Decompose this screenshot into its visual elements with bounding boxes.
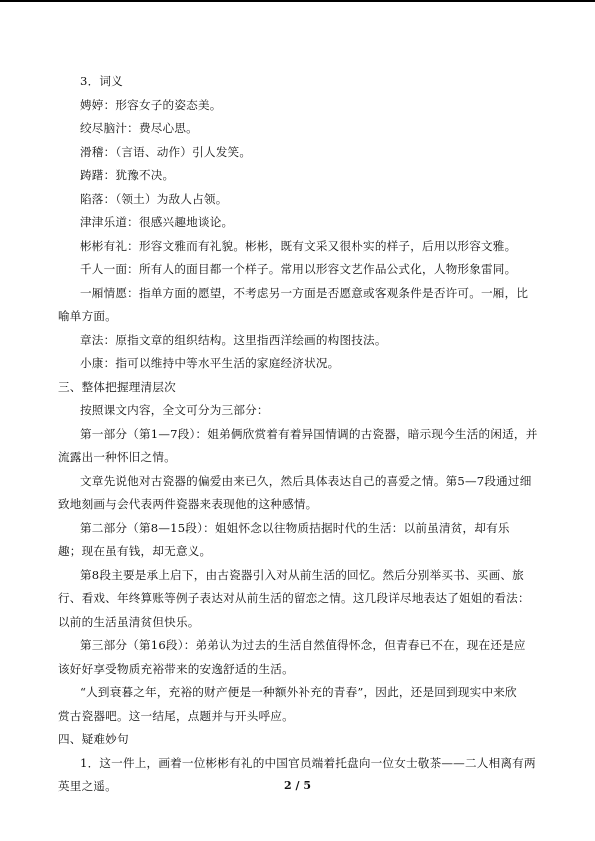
text-line: 该好好享受物质充裕带来的安逸舒适的生活。: [58, 661, 294, 676]
text-line: 英里之遥。: [58, 779, 117, 793]
text-line: 彬彬有礼：形容文雅而有礼貌。彬彬，既有文采又很朴实的样子，后用以形容文雅。: [80, 238, 517, 253]
text-line: 小康：指可以维持中等水平生活的家庭经济状况。: [80, 356, 340, 370]
document-body: [58, 70, 546, 799]
text-line: 踌躇：犹豫不决。: [80, 168, 175, 182]
text-line: 第一部分（第1—7段）：姐弟俩欣赏着有着异国情调的古瓷器，暗示现今生活的闲适，并: [80, 426, 538, 441]
text-line: 趣；现在虽有钱，却无意义。: [58, 544, 212, 558]
text-line: 致地刻画与会代表两件瓷器来表现他的这种感情。: [58, 497, 318, 511]
text-line: 津津乐道：很感兴趣地谈论。: [80, 215, 234, 229]
text-line: 喻单方面。: [58, 309, 117, 323]
text-line: 第二部分（第8—15段）：姐姐怀念以往物质拮据时代的生活：以前虽清贫，却有乐: [80, 520, 510, 535]
text-line: 按照课文内容，全文可分为三部分：: [80, 403, 269, 417]
text-line: 四、疑难妙句: [58, 732, 129, 746]
text-line: 行、看戏、年终算账等例子表达对从前生活的留恋之情。这几段详尽地表达了姐姐的看法：: [58, 591, 530, 605]
page-number: 2 / 5: [284, 779, 311, 792]
text-line: 娉婷：形容女子的姿态美。: [80, 97, 222, 112]
header-rule: [0, 0, 595, 2]
text-line: 以前的生活虽清贫但快乐。: [58, 614, 200, 629]
text-line: 千人一面：所有人的面目都一个样子。常用以形容文艺作品公式化，人物形象雷同。: [80, 262, 517, 276]
text-line: “人到衰暮之年，充裕的财产便是一种额外补充的青春”，因此，还是回到现实中来欣: [80, 685, 517, 699]
text-line: 章法：原指文章的组织结构。这里指西洋绘画的构图技法。: [80, 332, 387, 347]
text-line: 3．词义: [80, 74, 123, 88]
text-line: 第三部分（第16段）：弟弟认为过去的生活自然值得怀念，但青春已不在，现在还是应: [80, 638, 526, 652]
text-line: 文章先说他对古瓷器的偏爱由来已久，然后具体表达自己的喜爱之情。第5—7段通过细: [80, 473, 532, 488]
text-line: 流露出一种怀旧之情。: [58, 450, 176, 464]
text-line: 第8段主要是承上启下，由古瓷器引入对从前生活的回忆。然后分别举买书、买画、旅: [80, 567, 524, 582]
text-line: 陷落：（领土）为敌人占领。: [80, 191, 228, 206]
text-line: 绞尽脑汁：费尽心思。: [80, 121, 198, 135]
text-line: 一厢情愿：指单方面的愿望，不考虑另一方面是否愿意或客观条件是否许可。一厢，比: [80, 285, 529, 300]
text-line: 滑稽：（言语、动作）引人发笑。: [80, 144, 252, 159]
text-line: 1．这一件上，画着一位彬彬有礼的中国官员端着托盘向一位女士敬茶——二人相离有两: [80, 755, 536, 770]
text-line: 三、整体把握理清层次: [58, 379, 176, 394]
text-line: 赏古瓷器吧。这一结尾，点题并与开头呼应。: [58, 708, 294, 723]
